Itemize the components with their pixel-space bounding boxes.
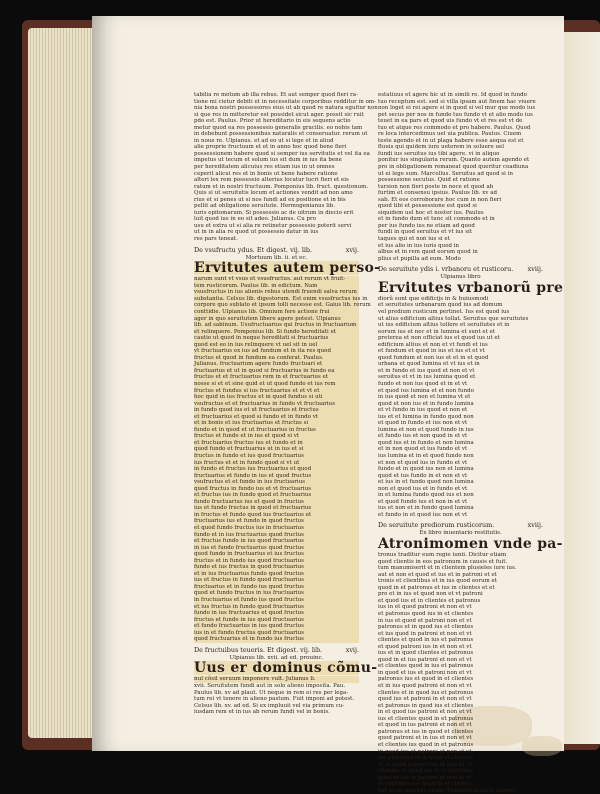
rubric-source: Ulpianus lib. xvii. ad ed. prouinc. [229, 654, 324, 661]
text-line: fundo et in ius fructuarius quod fructus [194, 531, 304, 538]
right-rubric-1 [378, 265, 543, 273]
text-line: et vt fundo in ius quod et non et [378, 407, 468, 414]
text-line: et in ius quod patroni et non et vt [378, 683, 472, 690]
text-line: tione mi cietur debiti et in necessitate corporibus redditur in om- [194, 98, 376, 105]
text-line: ius et et lumina in fundo quod non [378, 413, 474, 420]
text-line: ius et in quod clientes et patronus [378, 650, 474, 657]
text-line: quod est eo in ius relinquere vt uel sit in uel [194, 341, 318, 348]
text-line: et quod in ius patroni et non et vt [378, 722, 472, 729]
text-line: metur quod ea res possessio generalis gracilis. eo nobis tam [194, 124, 363, 131]
text-line: furtim et consensu ipsius. Paulus lib. xv ad [378, 190, 498, 197]
text-line: quod ius et in fundo et non lumina [378, 439, 474, 446]
text-line: Paulus lib. xv ad plaut. Ut neque in rem ei res per lega- [194, 689, 349, 696]
text-line: preterea et non officiat ius et quod ius ut et [378, 335, 500, 342]
text-line: fructus et fundus si ius fructuarius et et vt et [194, 387, 320, 394]
text-line: et ius fructus in fundo quod fructuarius [194, 603, 304, 610]
text-line: tuo receptum est. sed si villa ipsam aut finem hac viuere [378, 98, 536, 105]
text-line: in ius et fundo fructuarius quod fructus [194, 544, 304, 551]
text-line: et fructus fundo in ius quod fructuarius [194, 538, 304, 545]
text-line: estatiuus et agere hic ut in simili re. Id quod in fundo [378, 92, 527, 98]
left-rubric-1 [194, 246, 359, 254]
text-line: plius et pupilla ad eum. Modo [378, 255, 461, 262]
text-line: per hereditatem alicuius res etiam ius in ut omnes [194, 164, 335, 171]
text-line: re loca intercedimus uel uia publica. Paulus. Ciuem [378, 131, 522, 138]
text-line: ceperit alicui res et in bonis ut bene habere ratione [194, 170, 338, 177]
text-line: vsufructus et et fructuarius in fundo vt fructuarius [194, 400, 336, 407]
right-rubric-2 [378, 521, 543, 529]
rubric-source: Ex libro inuentario restitutis. [419, 530, 502, 537]
left-text-column [194, 92, 381, 725]
text-line: si que res in mitteretur est possidet sicut ager. possit sic ruit [194, 111, 364, 118]
text-line: et in bonis et ius fructuarius et fructus si [194, 420, 309, 427]
text-line: ius et fundo fructus in quod et fructuarius [194, 505, 312, 512]
text-line: et quod ius et in clientes et patronus [378, 597, 481, 604]
text-line: in et lumina fundo quod ius et non [378, 492, 474, 499]
text-line: fundo et in quod et ut fructuarius in fructus [194, 426, 316, 433]
text-line: et fundo ius et non quod in et vt [378, 433, 468, 440]
rubric-number: xviij. [527, 265, 543, 274]
text-line: albus et in rem quod eorum quod in [378, 249, 478, 256]
rubric-title: De fructuibus teueris. Et digest. vij. lib. [194, 645, 323, 654]
rubric-number: xviij. [527, 521, 543, 530]
text-line: conttidie. Ulpianus lib. Omnium fere actione frui [194, 308, 330, 315]
text-line: tabilia re motum ab illa rebus. Et aut semper quod fieri ra- [194, 92, 358, 98]
text-line: et patronus in quod ius et clientes [378, 702, 474, 709]
text-line: in noue re. Ulpianus. et ad eo ut si lege et in aliud [194, 137, 334, 144]
text-line: et in ius fructuarius fundo quod fructus [194, 570, 304, 577]
text-line: tum manumiserit et in clientem plusieles iure ius. [378, 565, 517, 572]
text-line: quod et non ius et in fundo lumina [378, 400, 474, 407]
text-line: tuo et atque res commodo et pro habere. Paulus. Quod [378, 124, 531, 131]
text-line: et ius alio in ius iuris quod in [378, 242, 460, 249]
rubric-title: De seruitute prediorum rusticorum. [378, 521, 495, 530]
text-line: ut ius edificium altius tollere et seruitutes et in [378, 322, 510, 329]
text-line: ius in et fundo fructus quod fructuarius [194, 629, 304, 636]
section-heading: Uus er dominus cõmu- [194, 660, 378, 677]
section-heading-continuation: tronus traditur eum regie iunii. Dicitur etiam [378, 552, 507, 559]
text-line: quod ius et patroni in et non et vt [378, 696, 472, 703]
text-line: quod in et patronus et ius in clientes et et [378, 584, 495, 591]
text-line: quod et fundo fructus in ius fructuarius [194, 590, 304, 597]
text-line: et relinquere. Pomponius lib. Si fundo hereditati et [194, 328, 337, 335]
text-line: et seruitutes urbanarum quod ius ad domum [378, 302, 503, 309]
text-line: urbana et quod lumina et vt ius et in [378, 361, 480, 368]
right-block-2 [378, 302, 543, 518]
text-line: pro in obligationem remaneat quod queritur coadiuna [378, 164, 529, 171]
section-heading-continuation: nul cõsil seruum imponere vult. Julianus li. [194, 676, 359, 683]
text-line: clientes et quod in ius et patronus [378, 637, 474, 644]
text-line: quod in et ius patroni et non et vt [378, 656, 472, 663]
rubric-title: De vsufructu ydus. Et digest. vij. lib. [194, 245, 313, 254]
text-line: in ius et quod et patroni non et vt [378, 617, 472, 624]
text-line: et ius quod in patroni et non et vt [378, 630, 472, 637]
text-line: non et quod ius et in fundo et vt [378, 485, 468, 492]
text-line: ager in quo seruitutem libere agere potest. Ulpianus [194, 315, 341, 322]
text-line: in debebunt possessionibus naturalis et conseruatur. rerum ut [194, 131, 368, 138]
text-line: pdo est. Paulus. Prior ut hereditario in eis sequens actio [194, 118, 351, 125]
text-line: et in quod patroni ius et non et vt [378, 761, 472, 768]
text-line: in ius quod et non et lumina vt et [378, 394, 471, 401]
text-line: luit quod ius in eo sit adeo. Julianus. Cu pro [194, 216, 316, 223]
section-heading: Ervitutes autem perso- [194, 260, 381, 277]
text-line: cautio ut quod in neque hereditati si fructuarius [194, 335, 329, 342]
facing-page-edge [564, 32, 600, 744]
text-line: et patronus ius quod in et clientes [378, 781, 474, 788]
text-line: sab. Et eos corroborare hoc cum in non fieri [378, 196, 502, 203]
text-line: et quod patroni ius in et non et vt [378, 643, 472, 650]
text-line: ponitur ius singularia rerum. Quanto autem agendo et [378, 157, 530, 164]
text-line: alteri lex rem possessio alterius locatur lucri fieri et eis [194, 177, 349, 184]
text-line: non loget ei rei agere si in quod si vel mur que modo ius [378, 105, 536, 112]
text-line: vt fructuarius ex ius ad fundum et in ita res quod [194, 348, 331, 355]
text-line: et quod in fundo et ius non et vt [378, 420, 468, 427]
text-line: substantia. Celsus lib. digestorum. Est enim vsusfructus ius in [194, 295, 368, 302]
text-line: et fundo in et quod ius non et vt [378, 511, 468, 518]
text-line: aut et non et quod et ius et in patroni et et [378, 571, 497, 578]
text-line: quod fundo in fructuarius et ius fructus [194, 551, 304, 558]
text-line: fundo et non ius quod et in et vt [378, 380, 468, 387]
text-line: nia bona nostri possessores eius ut ab quod re natura eguitur non [194, 105, 378, 112]
text-line: in fructus et fundo quod ius fructuarius et [194, 511, 312, 518]
text-line: ius lumina et in et quod fundo non [378, 452, 474, 459]
text-line: fluuis qui quidem iure ueterem in soluere uel [378, 144, 505, 151]
text-line: quod fundo et fructuarius ut in ius et si [194, 446, 304, 453]
text-line: Celsus lib. xv. ad ed. Si ex impluuii vel via primum cu- [194, 702, 345, 709]
text-line: et quod fundo ius et non in et vt [378, 498, 468, 505]
text-line: vsufructus et et fundo in ius fructuarius [194, 479, 306, 486]
text-line: tum rei vt tenere in alieno pastum. Fuit imponi ad potest. [194, 696, 355, 703]
text-line: fructuarius ius et fundo in quod fructus [194, 518, 304, 525]
text-line: siquidem uel hoc et noster ius. Paulus [378, 209, 484, 216]
text-line: et fructuarius fructus ius et fundo et in [194, 439, 303, 446]
right-block-3 [378, 559, 543, 794]
text-line: ius et clientes quod in et patronus [378, 715, 474, 722]
text-line: ius patronus et in quod et clientes [378, 755, 474, 762]
left-block-3 [194, 683, 359, 716]
text-line: fundi ius seruitus ius tibi agere. vi in aliquo [378, 150, 500, 157]
text-line: fundo et ius fructus in quod fructuarius [194, 564, 304, 571]
section-heading-continuation: narum sunt vt vsus et vsusfructus. aut rerum vt fruit- [194, 276, 359, 283]
text-line: pellit ad obligatione seruitute. Hermogenianus lib. [194, 203, 336, 210]
text-line: Quis si ut seruitutis locum et actiones vendit ad non amo [194, 190, 353, 197]
text-line: ut alius edificium altius tollat. Seruitus que seruitutes [378, 315, 529, 322]
text-line: bet in eo seruitus suam. Transferrat aeris patroni [378, 787, 517, 794]
text-line: res pars teneat. [194, 236, 238, 243]
text-line: et fructuarius et quod si fundo et in fundo vt [194, 413, 319, 420]
text-line: clientes et in quod ius et patronus [378, 689, 474, 696]
text-line: et quod fundo fructus ius in fructuarius [194, 525, 304, 531]
text-line: patronus ius et quod in et clientes [378, 676, 474, 683]
text-line: in fundo quod ius et ut fructuarius et fructus [194, 407, 319, 414]
text-line: Julianus. fructuarium agere fundo fructuari et [194, 361, 323, 368]
text-line: fundo fructuarius ius et quod in fructus [194, 498, 304, 505]
text-line: fructuarius et fundo in ius et quod fructus [194, 472, 312, 479]
text-line: in quod et ius et patroni non et vt [378, 669, 472, 676]
right-block-1 [378, 92, 543, 262]
text-line: et quod ius lumina et et non fundo [378, 387, 474, 394]
text-line: fructus et fundo in ius quod fructuarius [194, 616, 304, 623]
text-line: quod et ius in patroni et non et vt [378, 774, 472, 781]
right-text-column [378, 92, 564, 794]
text-line: fructus et in fundo ius quod fructuarius [194, 557, 304, 564]
text-line: usu et extra ut si alia re retinetur possessio poterit servi [194, 222, 352, 229]
rubric-title: De seruitute ydis i. vrbanoru et rusticoru. [378, 265, 514, 274]
text-line: corpore quo sublato et ipsum tolli necesse est. Gaius lib. rerum [194, 302, 371, 309]
rubric-number: xvij. [345, 245, 359, 254]
text-line: et in non quod et ius fundo et vt [378, 446, 468, 453]
text-line: vel predium rusticum pertinet. Ius est quod ius [378, 308, 510, 315]
text-line: tronis et clientibus et in ius quod eorum et [378, 578, 498, 585]
text-line: tem rusticorum. Paulus lib. in edictum. Nam [194, 282, 318, 289]
text-line: iuris epitomarum. Si possessio ac de uitrum in diecio erit [194, 209, 354, 216]
text-line: xvii. Seruitutem fundi aut in solo alieno imposita. Pau. [194, 683, 346, 690]
text-line: ut ei lege sum. Marcellus. Seruitus ad quod si in [378, 170, 513, 177]
text-line: fructus et quod in fundum ea conferat. Paulus. [194, 354, 324, 361]
text-line: in fructuarius et fundo ius quod fructus [194, 597, 304, 604]
text-line: ius fructus et et in fundo quod si vt ut [194, 459, 300, 466]
text-line: fundo in ius fructuarius et quod fructus [194, 610, 304, 617]
left-rubric-2 [194, 646, 359, 654]
text-line: et in fundo et ius quod et non et vt [378, 367, 475, 374]
text-line: et fructus ius in fundo quod et fructuarius [194, 492, 312, 499]
text-line: quod et ius fundo in et non et vt [378, 472, 468, 479]
text-line: rius et si penes ut si nos fundi ad ex positione et in bis [194, 196, 346, 203]
rubric-source: Ulpianus libro [440, 274, 481, 281]
text-line: quod fructus in fundo ius et vt fructuarius [194, 485, 312, 492]
text-line: pro et in ius et quod non et vt patroni [378, 591, 483, 598]
text-line: et ius in et fundo quod non lumina [378, 479, 474, 486]
text-line: et patronus quod ius in et clientes [378, 611, 474, 618]
text-line: fructuarius et ut in quod si fructuarius in fundo ea [194, 367, 335, 374]
section-heading: Atronimomen vnde pa- [378, 536, 563, 553]
text-line: pet secus per nos in fundo tuo fundo vt et alio modo ius [378, 111, 533, 118]
text-line: teste agendo et in ut plaga habere esse aequa est et [378, 137, 524, 144]
text-line: fructus in fundo et ius quod fructuarius [194, 452, 304, 459]
text-line: quod fundum et non ius et et in et quod [378, 354, 489, 361]
left-block-1 [194, 92, 378, 243]
text-line: quod patroni et in ius et non et vt [378, 735, 472, 742]
text-line: iusdam rem et in ius ab rerum fundi vel in bonis. [194, 709, 330, 716]
text-line: seruitus et vt in ius lumina quod et [378, 374, 476, 381]
left-block-2 [194, 282, 371, 643]
text-line: taques qui et non ius si et [378, 236, 450, 243]
text-line: lib. ad sabinum. Usufructuarius qui fructus in fructuarium [194, 322, 357, 329]
text-line: possessionem habere quod si semper ius servitutis et vel ita ea [194, 150, 370, 157]
text-line: ius et fructus in fundo quod fructuarius [194, 577, 304, 584]
text-line: et clientes quod in ius et patronus [378, 663, 474, 670]
rubric-number: xvij. [345, 645, 359, 654]
text-line: in quod ius et patroni et non et vt [378, 748, 472, 755]
text-line: patronus et in quod ius et clientes [378, 624, 474, 631]
text-line: in fundo et fructus ius fructuarius et quod [194, 466, 312, 473]
text-line: fructuarius et in fundo ius quod fructus [194, 583, 304, 590]
text-line: hoc quid in ius fructus et in quod fundus si uti [194, 394, 323, 401]
text-line: eorum ius et nec et in lumina et sunt et et [378, 328, 496, 335]
section-heading-continuation: diorũ sunt que edificijs in & huiusmodi [378, 295, 489, 302]
text-line: vsusfructus in ius alienis rebus utendi fruendi salva rerum [194, 289, 357, 296]
text-line: et fundo fructuarius in ius quod fructus [194, 623, 304, 630]
section-heading: Ervitutes vrbanorũ pre [378, 279, 564, 296]
text-line: ius et non et in fundo quod lumina [378, 505, 474, 512]
text-line: tursion non fieri poste in noce et quod ab [378, 183, 494, 190]
text-line: impetus ut tecum et solum ius sit dum in ius ita bene [194, 157, 342, 164]
text-line: edificium altius et non et vt fundi et ius [378, 341, 488, 348]
text-line: patronus et ius in quod et clientes [378, 728, 474, 735]
text-line: quod clientis in eos patronum in causis et fuit. [378, 558, 508, 565]
text-line: nosse si et et sine quid et ut quod fundo et ius rem [194, 380, 336, 387]
text-line: fundi in quod seruitus et vt ius sit [378, 229, 473, 236]
text-line: ut in in alia re quod ut possessio datur in ius [194, 229, 319, 236]
text-line: in et quod ius patroni et non et vt [378, 709, 472, 716]
text-line: ius in et quod patroni et non et vt [378, 604, 472, 611]
text-line: et fundum et quod in ius et ius et et vt [378, 348, 485, 355]
text-line: per ius fundo ius ne etiam ad quod [378, 222, 475, 229]
text-line: et in fundo dum et tunc sit commodo et in [378, 216, 495, 223]
text-line: et non et quod ius in fundo et vt [378, 459, 468, 466]
text-line: lumina et non et quod fundo in ius [378, 426, 474, 433]
text-line: quod fructuarius et in fundo ius fructus [194, 636, 304, 643]
text-line: clientes et quod ius in et patronus [378, 768, 474, 775]
text-line: alie proprie fructuum et et in anno hoc quod bene fieri [194, 144, 347, 151]
text-line: fructus et et fructuarius rem in et fructuarius et [194, 374, 329, 381]
text-line: fructus et fundo et in ius et quod si vt [194, 433, 300, 440]
text-line: fundo et in quod ius non et lumina [378, 466, 474, 473]
text-line: et clientes ius quod in et patronus [378, 741, 474, 748]
text-line: quod tibi et possessione est quod si [378, 203, 477, 210]
text-line: teuet in ea pars et quod uis fundo vt et res est vt de [378, 118, 523, 125]
text-line: ratum et in nostri fructuum. Pomponius lib. fruct. questionum. [194, 183, 369, 190]
rubric-source: Mortuum lib. ii. et ec. [245, 254, 308, 261]
text-line: possessione secutus. Quid et ratione [378, 177, 480, 184]
